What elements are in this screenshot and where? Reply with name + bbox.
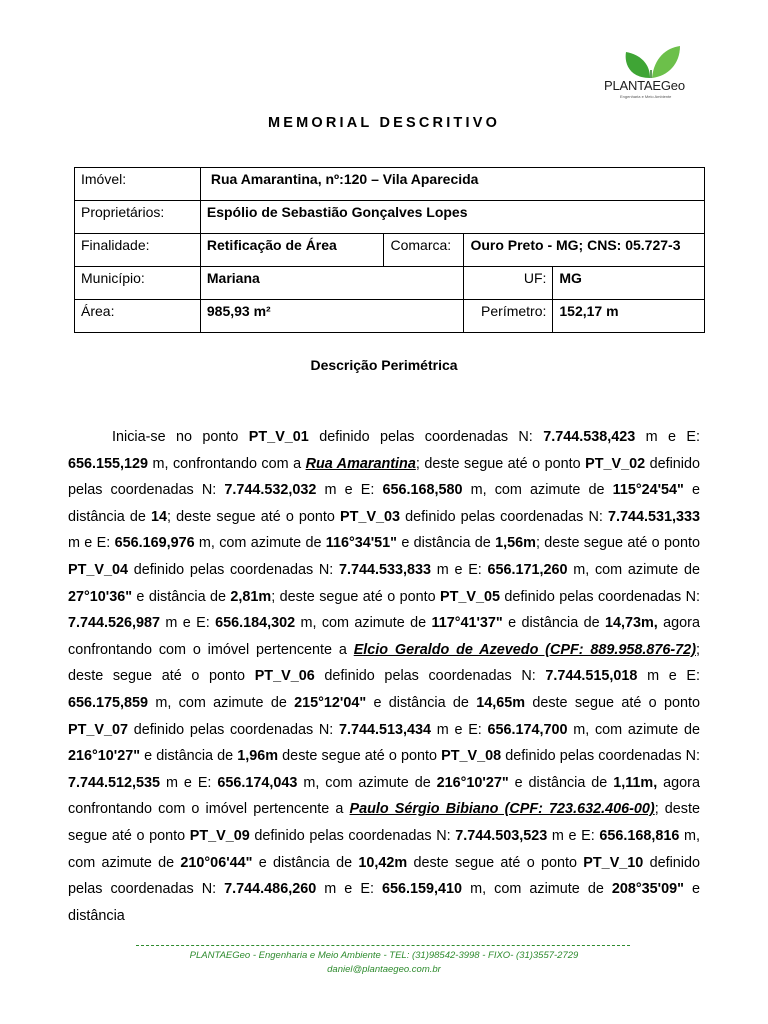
text-segment: m, com azimute de <box>567 561 701 578</box>
bold-value: 14,73m, <box>605 615 658 632</box>
text-segment: definido pelas coordenadas N: <box>128 721 340 738</box>
description-paragraph <box>68 424 700 929</box>
text-segment: definido pelas coordenadas N: <box>68 854 700 898</box>
text-segment: deste segue até o ponto <box>407 854 584 871</box>
bold-value: 7.744.538,423 <box>543 429 636 445</box>
text-segment: definido pelas coordenadas N: <box>501 748 701 765</box>
bold-value: 2,81m <box>230 588 272 605</box>
proprietarios-label: Proprietários: <box>75 201 201 234</box>
text-segment: e distância <box>68 881 700 924</box>
bold-value: 210°06'44" <box>180 854 253 871</box>
text-segment: m e E: <box>160 615 216 632</box>
area-label: Área: <box>75 300 201 333</box>
bold-value: 7.744.503,523 <box>455 827 548 844</box>
bold-value: 656.155,129 <box>68 455 149 472</box>
uf-value: MG <box>553 267 705 300</box>
text-segment: e distância de <box>68 482 700 525</box>
bold-value: 7.744.532,032 <box>224 482 317 499</box>
bold-value: 115°24'54" <box>612 482 684 499</box>
bold-value: 27°10'36" <box>68 588 133 605</box>
company-logo <box>598 44 706 100</box>
section-title: Descrição Perimétrica <box>310 357 458 373</box>
text-segment: agora confrontando com o imóvel pertencente a <box>68 615 700 658</box>
property-info-table <box>74 167 705 333</box>
text-segment: Inicia-se no ponto <box>112 429 249 445</box>
confrontante-name: Rua Amarantina <box>305 455 416 472</box>
text-segment: e distância de <box>140 748 238 765</box>
table-row <box>75 300 705 333</box>
text-segment: e distância de <box>502 615 605 632</box>
text-segment: m, com azimute de <box>148 694 295 711</box>
text-segment: m e E: <box>68 535 115 552</box>
bold-value: 1,56m <box>495 535 536 552</box>
text-segment: deste segue até o ponto <box>278 748 442 765</box>
bold-value: 7.744.531,333 <box>607 508 700 525</box>
bold-value: 656.184,302 <box>215 615 296 632</box>
text-segment: m e E: <box>160 774 218 791</box>
confrontante-name: Elcio Geraldo de Azevedo (CPF: 889.958.876-72) <box>353 641 696 658</box>
footer-contact: PLANTAEGeo - Engenharia e Meio Ambiente - TEL: (31)98542-3998 - FIXO- (31)3557-2729 <box>189 950 579 961</box>
municipio-label: Município: <box>75 267 201 300</box>
text-segment: m e E: <box>431 721 488 738</box>
bold-value: 215°12'04" <box>294 694 367 711</box>
text-segment: m, confrontando com a <box>148 455 306 472</box>
bold-value: 656.174,043 <box>217 774 298 791</box>
table-row <box>75 201 705 234</box>
bold-value: PT_V_03 <box>340 508 401 525</box>
bold-value: PT_V_05 <box>440 588 501 605</box>
text-segment: m, com azimute de <box>297 774 437 791</box>
comarca-label: Comarca: <box>384 234 464 267</box>
text-segment: agora confrontando com o imóvel pertencente a <box>68 774 700 818</box>
bold-value: 7.744.526,987 <box>68 615 161 632</box>
finalidade-value: Retificação de Área <box>200 234 384 267</box>
bold-value: 656.174,700 <box>487 721 568 738</box>
bold-value: 216°10'27" <box>436 774 509 791</box>
bold-value: PT_V_08 <box>441 748 502 765</box>
text-segment: m, com azimute de <box>567 721 701 738</box>
bold-value: 656.175,859 <box>68 694 149 711</box>
bold-value: PT_V_04 <box>68 561 129 578</box>
uf-label: UF: <box>464 267 553 300</box>
comarca-value: Ouro Preto - MG; CNS: 05.727-3 <box>464 234 705 267</box>
text-segment: definido pelas coordenadas N: <box>314 668 546 685</box>
municipio-value: Mariana <box>200 267 464 300</box>
bold-value: 656.171,260 <box>487 561 568 578</box>
text-segment: m, com azimute de <box>462 881 612 898</box>
text-segment: ; deste segue até o ponto <box>271 588 440 605</box>
bold-value: 117°41'37" <box>431 615 503 632</box>
perimetro-value: 152,17 m <box>553 300 705 333</box>
bold-value: 14,65m <box>476 694 526 711</box>
perimetro-label: Perímetro: <box>464 300 553 333</box>
bold-value: 7.744.486,260 <box>224 881 317 898</box>
text-segment: ; deste segue até o ponto <box>415 455 586 472</box>
bold-value: PT_V_09 <box>189 827 250 844</box>
leaf-icon <box>620 44 684 80</box>
imovel-label: Imóvel: <box>75 168 201 201</box>
text-segment: definido pelas coordenadas N: <box>128 561 340 578</box>
bold-value: 7.744.533,833 <box>339 561 432 578</box>
bold-value: PT_V_10 <box>583 854 644 871</box>
bold-value: 656.168,816 <box>599 827 680 844</box>
text-segment: m, com azimute de <box>462 482 613 499</box>
text-segment: m, com azimute de <box>295 615 432 632</box>
bold-value: 208°35'09" <box>611 881 684 898</box>
text-segment: m, com azimute de <box>194 535 326 552</box>
bold-value: 14 <box>151 508 168 525</box>
document-title: MEMORIAL DESCRITIVO <box>267 115 501 131</box>
bold-value: 656.169,976 <box>114 535 195 552</box>
text-segment: definido pelas coordenadas N: <box>68 455 700 499</box>
area-value: 985,93 m² <box>200 300 464 333</box>
text-segment: e distância de <box>366 694 477 711</box>
text-segment: m, com azimute de <box>68 827 700 871</box>
text-segment: ; deste segue até o ponto <box>68 641 700 685</box>
text-segment: m e E: <box>431 561 488 578</box>
proprietarios-value: Espólio de Sebastião Gonçalves Lopes <box>200 201 704 234</box>
table-row <box>75 267 705 300</box>
text-segment: e distância de <box>508 774 614 791</box>
table-row <box>75 234 705 267</box>
text-segment: ; deste segue até o ponto <box>68 801 701 844</box>
text-segment: e distância de <box>252 854 359 871</box>
bold-value: PT_V_07 <box>68 721 129 738</box>
text-segment: m e E: <box>547 827 600 844</box>
text-segment: definido pelas coordenadas N: <box>400 508 608 525</box>
bold-value: PT_V_02 <box>585 455 646 472</box>
footer-email: daniel@plantaegeo.com.br <box>327 964 441 975</box>
bold-value: 7.744.513,434 <box>339 721 432 738</box>
bold-value: 656.159,410 <box>382 881 463 898</box>
bold-value: 7.744.512,535 <box>68 774 161 791</box>
logo-name: PLANTAEGeo <box>604 78 685 93</box>
text-segment: m e E: <box>316 881 383 898</box>
confrontante-name: Paulo Sérgio Bibiano (CPF: 723.632.406-00) <box>349 801 655 818</box>
bold-value: 7.744.515,018 <box>545 668 638 685</box>
text-segment: definido pelas coordenadas N: <box>500 588 700 605</box>
bold-value: 656.168,580 <box>382 482 463 499</box>
text-segment: definido pelas coordenadas N: <box>308 429 544 445</box>
bold-value: 1,96m <box>237 748 279 765</box>
text-segment: m e E: <box>635 429 701 445</box>
perimeter-description <box>68 424 700 929</box>
bold-value: 216°10'27" <box>68 748 141 765</box>
bold-value: 10,42m <box>358 854 408 871</box>
text-segment: m e E: <box>637 668 700 685</box>
text-segment: deste segue até o ponto <box>525 694 700 711</box>
text-segment: e distância de <box>132 588 231 605</box>
table-row <box>75 168 705 201</box>
footer-divider <box>136 945 630 946</box>
text-segment: ; deste segue até o ponto <box>167 508 341 525</box>
bold-value: PT_V_01 <box>248 429 309 445</box>
bold-value: 116°34'51" <box>325 535 398 552</box>
logo-tagline: Engenharia e Meio Ambiente <box>620 94 672 99</box>
bold-value: PT_V_06 <box>254 668 315 685</box>
finalidade-label: Finalidade: <box>75 234 201 267</box>
text-segment: e distância de <box>397 535 496 552</box>
text-segment: definido pelas coordenadas N: <box>249 827 456 844</box>
imovel-value: Rua Amarantina, nº:120 – Vila Aparecida <box>200 168 704 201</box>
text-segment: ; deste segue até o ponto <box>535 535 700 552</box>
text-segment: m e E: <box>316 482 383 499</box>
bold-value: 1,11m, <box>613 774 658 791</box>
